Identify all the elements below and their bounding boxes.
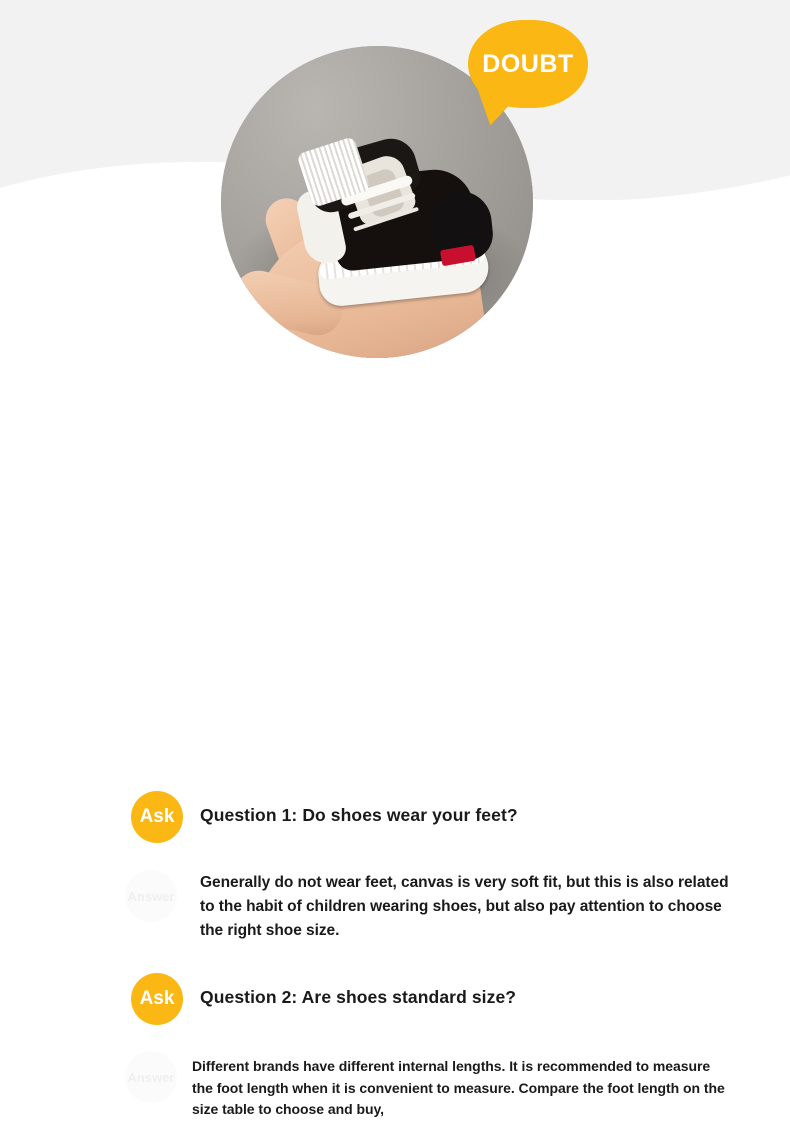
question-text: Question 2: Are shoes standard size? (200, 987, 517, 1007)
question-text: Question 1: Do shoes wear your feet? (200, 805, 518, 825)
ask-badge (131, 973, 183, 1025)
answer-badge (125, 1051, 177, 1103)
ask-badge-label: Ask (139, 988, 175, 1009)
answer-text: Generally do not wear feet, canvas is very soft fit, but this is also related to the habit of children wearing shoes, but also pay attention to choose the right shoe size. (200, 874, 729, 940)
ask-badge (131, 791, 183, 843)
ask-badge-label: Ask (139, 806, 175, 827)
speech-bubble (468, 20, 588, 108)
answer-badge-label: Answer (127, 888, 175, 904)
answer-badge (125, 870, 177, 922)
hero-section (0, 0, 790, 380)
speech-bubble-label: DOUBT (482, 49, 574, 78)
answer-text: Different brands have different internal lengths. It is recommended to measure the foot length when it is convenient to measure. Compare the foot length on the size table to choose and buy, (192, 1058, 725, 1118)
answer-badge-label: Answer (127, 1069, 175, 1085)
shoe-illustration (290, 119, 498, 323)
